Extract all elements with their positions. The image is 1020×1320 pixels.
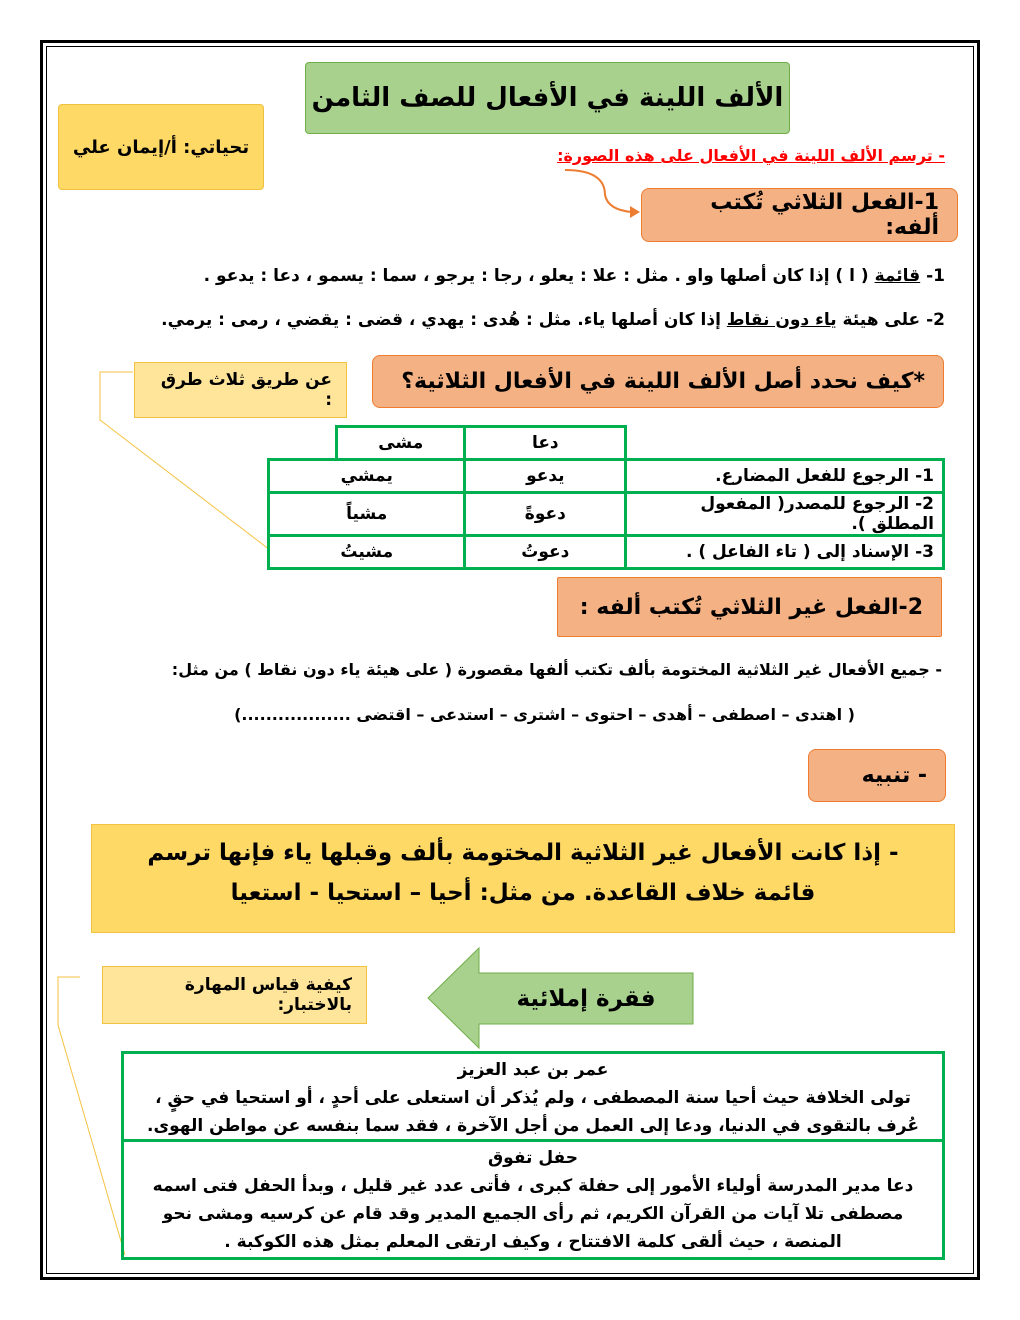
subtitle: - ترسم الألف اللينة في الأفعال على هذه الصورة: xyxy=(557,146,945,165)
passage-title: عمر بن عبد العزيز xyxy=(457,1060,609,1080)
rule-text: إذا كان أصلها ياء. مثل : هُدى : يهدي ، قضى : يقضي ، رمى : يرمي. xyxy=(161,310,727,330)
table-cell: دعوتُ xyxy=(465,536,626,569)
note-text: - إذا كانت الأفعال غير الثلاثية المختومة بألف وقبلها ياء فإنها ترسم قائمة خلاف القاعدة. من مثل: أحيا – استحيا - استعيا xyxy=(147,840,899,906)
passage-text: تولى الخلافة حيث أحيا سنة المصطفى ، ولم يُذكر أن استعلى على أحدٍ ، أو استحيا في حقٍ ، عُرف بالتقوى في الدنيا، ودعا إلى العمل من أجل الآخرة ، فقد سما بنفسه عن مواطن الهوى. xyxy=(147,1088,919,1136)
note-heading xyxy=(808,749,946,802)
rule-keyword: قائمة xyxy=(874,266,921,286)
section2-examples: ( اهتدى – اصطفى – أهدى – احتوى – اشترى – استدعى – اقتضى ..................) xyxy=(234,705,855,724)
table-cell: مشياً xyxy=(269,493,465,536)
table-row xyxy=(269,493,944,536)
greeting-text: تحياتي: أ/إيمان علي xyxy=(72,136,250,158)
passage-2 xyxy=(121,1139,945,1260)
note-heading-text: - تنبيه xyxy=(861,763,927,788)
rule-keyword: ياء دون نقاط xyxy=(726,310,837,330)
rule-prefix: 1- xyxy=(920,266,945,286)
rule-2 xyxy=(161,310,945,330)
table-row xyxy=(269,460,944,493)
greeting-banner xyxy=(58,104,264,190)
curved-arrow-icon xyxy=(560,165,645,220)
method-cell: 2- الرجوع للمصدر( المفعول المطلق ). xyxy=(626,493,944,536)
test-note xyxy=(102,966,367,1024)
rule-1 xyxy=(204,266,945,286)
dictation-label: فقرة إملائية xyxy=(516,985,656,1012)
rule-prefix: 2- على هيئة xyxy=(836,310,945,330)
table-cell: مشيتُ xyxy=(269,536,465,569)
method-cell: 1- الرجوع للفعل المضارع. xyxy=(626,460,944,493)
question-text: *كيف نحدد أصل الألف اللينة في الأفعال الثلاثية؟ xyxy=(401,369,925,394)
passage-1 xyxy=(121,1051,945,1142)
table-cell: يدعو xyxy=(465,460,626,493)
section1-heading-text: 1-الفعل الثلاثي تُكتب ألفه: xyxy=(710,190,939,240)
section1-heading xyxy=(641,188,958,242)
header-cell: مشى xyxy=(337,427,465,460)
table-cell: يمشي xyxy=(269,460,465,493)
connector-line xyxy=(55,975,130,1260)
table-row xyxy=(269,536,944,569)
methods-table xyxy=(267,425,945,570)
table-cell: دعوةً xyxy=(465,493,626,536)
table-header-row xyxy=(269,427,944,460)
section2-heading xyxy=(557,577,942,637)
section2-heading-text: 2-الفعل غير الثلاثي تُكتب ألفه : xyxy=(579,594,923,620)
header-cell: دعا xyxy=(465,427,626,460)
test-note-text: كيفية قياس المهارة بالاختبار: xyxy=(184,975,352,1015)
method-cell: 3- الإسناد إلى ( تاء الفاعل ) . xyxy=(626,536,944,569)
rule-text: ( ا ) إذا كان أصلها واو . مثل : علا : يعلو ، رجا : يرجو ، سما : يسمو ، دعا : يدعو . xyxy=(203,266,875,286)
title-banner xyxy=(305,62,790,134)
question-heading xyxy=(372,355,944,408)
passage-text: دعا مدير المدرسة أولياء الأمور إلى حفلة كبرى ، فأتى عدد غير قليل ، وبدأ الحفل فتى اسمه مصطفى تلا آيات من القرآن الكريم، ثم رأى الجميع المدير وقد قام عن كرسيه ومشى نحو المنصة ، حيث ألقى كلمة الافتتاح ، وكيف ارتقى المعلم بمثل هذه الكوكبة . xyxy=(152,1176,914,1252)
connector-line xyxy=(95,370,275,555)
page-title: الألف اللينة في الأفعال للصف الثامن xyxy=(311,83,784,113)
methods-note-text: عن طريق ثلاث طرق : xyxy=(160,370,332,410)
section2-rule: - جميع الأفعال غير الثلاثية المختومة بألف تكتب ألفها مقصورة ( على هيئة ياء دون نقاط ) من مثل: xyxy=(171,660,942,679)
passage-title: حفل تفوق xyxy=(487,1148,579,1168)
note-box xyxy=(91,824,955,933)
